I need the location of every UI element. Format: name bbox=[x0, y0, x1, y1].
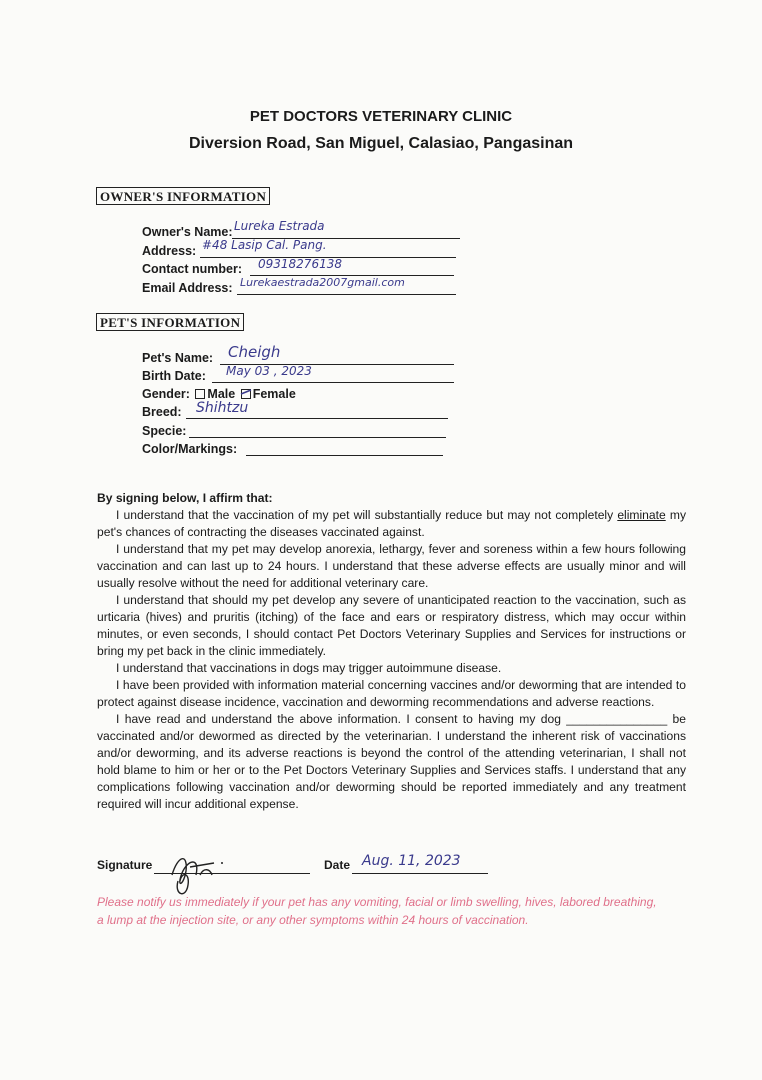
consent-intro: By signing below, I affirm that: bbox=[97, 491, 273, 505]
owner-section-title: OWNER'S INFORMATION bbox=[96, 187, 270, 205]
pet-name-label: Pet's Name: bbox=[142, 351, 214, 365]
consent-text bbox=[97, 490, 686, 813]
owner-address-value: #48 Lasip Cal. Pang. bbox=[202, 238, 327, 252]
consent-p2: I understand that my pet may develop anorexia, lethargy, fever and soreness within a few hours following vaccination and can last up to 24 hours. I understand that these adverse effects are usually minor and will usually resolve without the need for additional veterinary care. bbox=[97, 542, 686, 590]
signature-label: Signature bbox=[97, 858, 153, 872]
clinic-name: PET DOCTORS VETERINARY CLINIC bbox=[249, 108, 513, 125]
date-value: Aug. 11, 2023 bbox=[362, 853, 461, 869]
owner-name-value: Lureka Estrada bbox=[234, 219, 325, 233]
pet-birth-label: Birth Date: bbox=[142, 369, 206, 383]
owner-email-row bbox=[142, 279, 233, 297]
pet-birth-value: May 03 , 2023 bbox=[226, 364, 312, 378]
owner-name-label: Owner's Name: bbox=[142, 225, 233, 239]
pet-specie-row bbox=[142, 422, 186, 440]
owner-contact-row bbox=[142, 260, 242, 278]
date-label: Date bbox=[324, 858, 351, 872]
pet-name-value: Cheigh bbox=[228, 343, 281, 361]
pet-section-title: PET'S INFORMATION bbox=[96, 313, 244, 331]
owner-contact-value: 09318276138 bbox=[258, 257, 342, 271]
consent-p6: I have read and understand the above information. I consent to having my dog _______________ be vaccinated and/or dewormed as directed by the veterinarian. I understand the inherent risk of vaccinations and/or deworming, and its adverse reactions is beyond the control of the attending veterinarian, I shall not hold blame to him or her or to the Pet Doctors Veterinary Supplies and Services staffs. I understand that any complications following vaccination and/or deworming should be reported immediately and any treatment required will incur additional expense. bbox=[97, 712, 687, 811]
gender-male-checkbox[interactable] bbox=[195, 389, 205, 399]
consent-p3: I understand that should my pet develop any severe of unanticipated reaction to the vaccination, such as urticaria (hives) and pruritis (itching) of the face and ears or respiratory distress, which may occur within minutes, or even seconds, I should contact Pet Doctors Veterinary Supplies and Services for instructions or bring my pet back in the clinic immediately. bbox=[97, 593, 686, 658]
gender-female-checkbox[interactable] bbox=[241, 389, 251, 399]
owner-email-value: Lurekaestrada2007gmail.com bbox=[240, 276, 405, 289]
pet-name-row bbox=[142, 349, 213, 367]
pet-color-label: Color/Markings: bbox=[142, 442, 238, 456]
pet-birth-row bbox=[142, 367, 206, 385]
pet-color-row bbox=[142, 440, 237, 458]
owner-address-row bbox=[142, 242, 196, 260]
pet-gender-label: Gender: bbox=[142, 387, 190, 401]
owner-contact-label: Contact number: bbox=[142, 262, 242, 276]
pet-breed-row bbox=[142, 403, 182, 421]
consent-p4: I understand that vaccinations in dogs may trigger autoimmune disease. bbox=[116, 661, 502, 675]
consent-p1: I understand that the vaccination of my pet will substantially reduce but may not completely eliminate my pet's chances of contracting the diseases vaccinated against. bbox=[97, 508, 686, 539]
check-mark-icon bbox=[240, 388, 252, 398]
gender-male-label: Male bbox=[207, 387, 236, 401]
pet-breed-label: Breed: bbox=[142, 405, 182, 419]
pet-specie-label: Specie: bbox=[142, 424, 187, 438]
gender-female-label: Female bbox=[252, 387, 296, 401]
consent-p5: I have been provided with information material concerning vaccines and/or deworming that are intended to protect against disease incidence, vaccination and deworming recommendations and adverse reactions. bbox=[97, 678, 686, 709]
owner-address-label: Address: bbox=[142, 244, 197, 258]
aftercare-notice: Please notify us immediately if your pet has any vomiting, facial or limb swelling, hives, labored breathing, a lump at the injection site, or any other symptoms within 24 hours of vaccination. bbox=[97, 895, 657, 927]
pet-breed-value: Shihtzu bbox=[196, 400, 249, 416]
owner-email-label: Email Address: bbox=[142, 281, 233, 295]
signature-mark bbox=[160, 845, 240, 900]
clinic-address: Diversion Road, San Miguel, Calasiao, Pangasinan bbox=[188, 135, 574, 152]
